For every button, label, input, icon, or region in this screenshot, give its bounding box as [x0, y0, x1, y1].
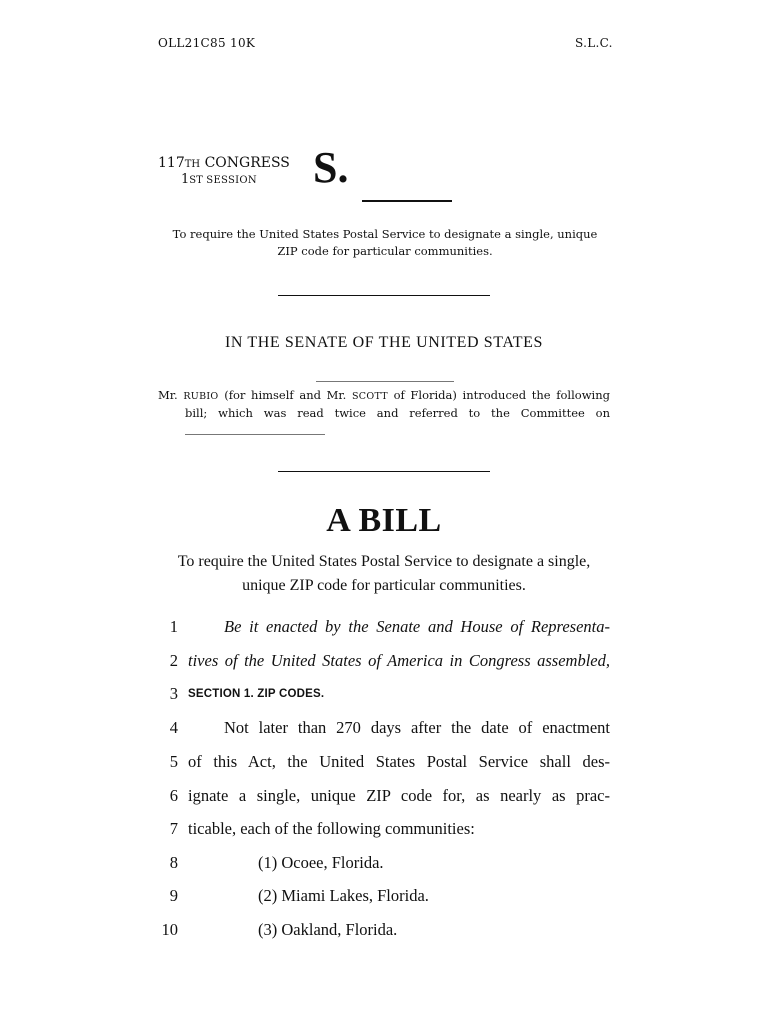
slc-stamp: S.L.C. [575, 36, 613, 50]
bill-line [0, 819, 768, 845]
bill-line [0, 617, 768, 643]
line-number: 7 [169, 819, 178, 838]
bill-line [0, 684, 768, 710]
sponsor-name: RUBIO [183, 391, 219, 402]
short-title: To require the United States Postal Service to designate a single, unique ZIP code for particular communities. [172, 227, 598, 258]
bill-number-blank [362, 200, 452, 202]
line-number: 1 [169, 617, 178, 636]
bill-line [0, 651, 768, 677]
date-blank-line [316, 381, 454, 382]
introduction-text: Mr. RUBIO (for himself and Mr. SCOTT of Florida) introduced the following bill; which was read twice and referred to the Committee on [158, 388, 610, 420]
congress-label [158, 155, 290, 171]
line-number: 4 [169, 718, 178, 737]
line-number: 6 [169, 786, 178, 805]
senate-heading: IN THE SENATE OF THE UNITED STATES [224, 334, 544, 351]
cosponsor-name: SCOTT [351, 391, 388, 402]
line-number: 3 [169, 684, 178, 703]
session-number: 1 [181, 172, 190, 187]
bill-line [0, 886, 768, 912]
session-number-suffix: ST [189, 175, 203, 186]
bill-line [0, 718, 768, 744]
congress-word: CONGRESS [200, 155, 290, 171]
session-label [181, 172, 257, 187]
session-word: SESSION [202, 175, 257, 186]
list-item: (2) Miami Lakes, Florida. [258, 886, 429, 905]
line-text: ignate a single, unique ZIP code for, as nearly as prac- [188, 786, 610, 805]
line-number: 2 [169, 651, 178, 670]
line-text: Be it enacted by the Senate and House of Representa- [224, 617, 610, 636]
list-item: (1) Ocoee, Florida. [258, 853, 384, 872]
divider-rule [278, 295, 490, 296]
bill-heading: A BILL [326, 502, 442, 539]
section-heading: SECTION 1. ZIP CODES. [188, 688, 325, 700]
document-id: OLL21C85 10K [158, 36, 256, 50]
list-item: (3) Oakland, Florida. [258, 920, 398, 939]
line-text: ticable, each of the following communities: [188, 819, 475, 838]
line-text: Not later than 270 days after the date of enactment [224, 718, 610, 737]
congress-number-suffix: TH [184, 159, 201, 170]
committee-blank-line [185, 434, 325, 435]
bill-number-mark: S. [313, 143, 349, 192]
long-title: To require the United States Postal Service to designate a single, unique ZIP code for particular communities. [177, 553, 591, 594]
congress-number: 117 [158, 155, 185, 171]
introduction-line-2: bill; which was read twice and referred to the Committee on [185, 406, 610, 420]
bill-line [0, 920, 768, 946]
line-number: 8 [169, 853, 178, 872]
line-number: 5 [169, 752, 178, 771]
line-number: 9 [169, 886, 178, 905]
line-number: 10 [161, 920, 178, 939]
divider-rule [278, 471, 490, 472]
bill-line [0, 786, 768, 812]
line-text: tives of the United States of America in Congress assembled, [188, 651, 610, 670]
bill-line [0, 853, 768, 879]
bill-line [0, 752, 768, 778]
line-text: of this Act, the United States Postal Service shall des- [188, 752, 610, 771]
